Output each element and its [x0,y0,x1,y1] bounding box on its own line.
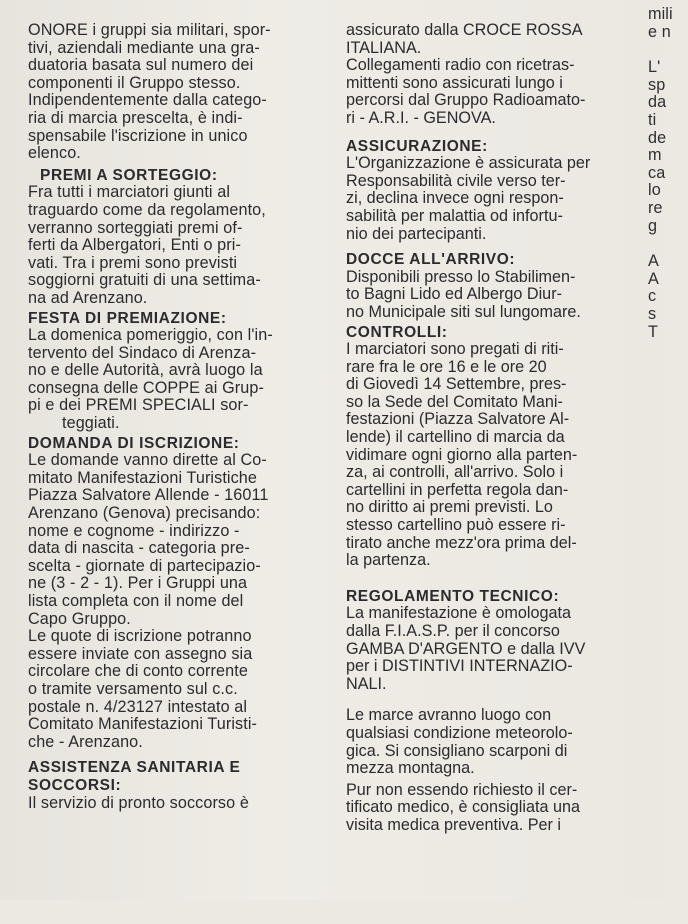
text-line: che - Arenzano. [28,732,143,751]
text-line: L'Organizzazione è assicurata per [346,154,591,173]
text-line: mezza montagna. [346,759,475,778]
marce-paragraph [346,707,638,777]
text-line: o tramite versamento sul c.c. [28,679,238,698]
text-line: NALI. [346,674,387,693]
text-line: vidimare ogni giorno alla parten- [346,445,578,464]
text-line: zi, declina invece ogni respon- [346,189,564,208]
text-line: za, ai controlli, all'arrivo. Solo i [346,463,564,482]
text-line: postale n. 4/23127 intestato al [28,697,248,716]
assicurazione-paragraph [346,155,638,243]
text-fragment: s [648,304,657,323]
text-line: Indipendentemente dalla catego- [28,91,267,110]
column-left [28,22,330,812]
heading-assistenza-cont: SOCCORSI: [28,776,122,794]
text-line: circolare che di conto corrente [28,662,248,681]
text-line: Comitato Manifestazioni Turisti- [28,715,258,734]
text-line: essere inviate con assegno sia [28,644,253,663]
text-fragment: e n [648,22,671,41]
text-line: soggiorni gratuiti di una settima- [28,271,261,290]
text-line: duatoria basata sul numero dei [28,56,254,75]
radio-paragraph [346,22,638,128]
text-line: tificato medico, è consigliata una [346,798,580,817]
premi-paragraph [28,184,330,307]
text-line: assicurato dalla CROCE ROSSA [346,21,583,39]
text-line: to Bagni Lido ed Albergo Diur- [346,285,562,304]
text-line: consegna delle COPPE ai Grup- [28,378,264,397]
text-line: Le quote di iscrizione potranno [28,627,252,646]
controlli-paragraph [346,341,638,570]
text-fragment: A [648,252,659,271]
text-line: Arenzano (Genova) precisando: [28,504,261,523]
text-line: pi e dei PREMI SPECIALI sor- [28,396,249,415]
text-line: La domenica pomeriggio, con l'in- [28,326,273,345]
heading-docce: DOCCE ALL'ARRIVO: [346,251,516,269]
text-line: ne (3 - 2 - 1). Per i Gruppi una [28,574,248,593]
text-fragment: c [648,287,657,306]
text-line: ITALIANA. [346,38,422,57]
text-line: no Municipale siti sul lungomare. [346,302,581,321]
regolamento-paragraph [346,605,638,693]
text-fragment: ca [648,163,666,182]
text-line: tivi, aziendali mediante una gra- [28,38,260,57]
text-line: Piazza Salvatore Allende - 16011 [28,486,269,505]
text-fragment: m [648,146,662,165]
column-right [346,22,638,835]
text-line: na ad Arenzano. [28,288,148,307]
text-line: verranno sorteggiati premi of- [28,218,243,237]
text-fragment: da [648,93,667,112]
text-line: tirato anche mezz'ora prima del- [346,533,577,552]
heading-festa: FESTA DI PREMIAZIONE: [28,309,227,327]
text-line: nome e cognome - indirizzo - [28,521,240,540]
text-line: ferti da Albergatori, Enti o pri- [28,236,241,255]
text-line: teggiati. [62,414,120,433]
text-fragment: ti [648,110,657,129]
text-line: no e delle Autorità, avrà luogo la [28,361,263,380]
text-line: traguardo come da regolamento, [28,200,266,219]
text-fragment: L' [648,58,661,77]
festa-paragraph [28,327,330,433]
domanda-paragraph [28,452,330,628]
text-fragment: sp [648,75,666,94]
text-line: data di nascita - categoria pre- [28,539,250,558]
text-line: nio dei partecipanti. [346,224,487,243]
text-line: rare fra le ore 16 e le ore 20 [346,357,547,376]
text-line: Il servizio di pronto soccorso è [28,793,249,812]
text-fragment: A [648,269,659,288]
text-line: Responsabilità civile verso ter- [346,171,566,190]
text-line: mitato Manifestazioni Turistiche [28,468,258,487]
text-fragment: mili [648,5,673,23]
text-line: cartellini in perfetta regola dan- [346,480,569,499]
intro-paragraph [28,22,330,163]
text-line: visita medica preventiva. Per i [346,815,562,834]
assistenza-paragraph [28,795,330,813]
paragraph-gap [346,693,638,707]
text-line: Le domande vanno dirette al Co- [28,451,267,470]
text-fragment: re [648,198,663,217]
text-line: elenco. [28,144,81,163]
text-line: di Giovedì 14 Settembre, pres- [346,375,567,394]
text-line: Capo Gruppo. [28,609,131,628]
text-line: scelta - giornate di partecipazio- [28,556,261,575]
text-line: ria di marcia prescelta, è indi- [28,108,243,127]
text-line: per i DISTINTIVI INTERNAZIO- [346,657,573,676]
text-line: vati. Tra i premi sono previsti [28,253,238,272]
text-line: mittenti sono assicurati lungo i [346,73,563,92]
text-line: qualsiasi condizione meteorolo- [346,723,573,742]
text-line: so la Sede del Comitato Mani- [346,392,563,411]
text-fragment: T [648,322,658,341]
column-cutoff [648,5,688,924]
text-line: spensabile l'iscrizione in unico [28,126,248,145]
text-line: stesso cartellino può essere ri- [346,516,566,535]
text-line: Fra tutti i marciatori giunti al [28,183,231,202]
text-line: I marciatori sono pregati di riti- [346,340,564,359]
text-line: Collegamenti radio con ricetras- [346,56,575,75]
heading-premi: PREMI A SORTEGGIO: [40,166,218,184]
text-line: sabilità per malattia od infortu- [346,206,563,225]
text-line: tervento del Sindaco di Arenza- [28,343,257,362]
text-line: no diritto ai premi previsti. Lo [346,498,553,517]
text-line: ONORE i gruppi sia militari, spor- [28,21,271,39]
text-line: gica. Si consigliano scarponi di [346,741,568,760]
heading-assicurazione: ASSICURAZIONE: [346,137,488,155]
text-fragment: lo [648,181,661,200]
text-line: La manifestazione è omologata [346,604,571,623]
certificato-paragraph [346,782,638,835]
heading-assistenza: ASSISTENZA SANITARIA E [28,759,241,777]
text-line: Disponibili presso lo Stabilimen- [346,267,576,286]
text-fragment: g [648,216,658,235]
quote-paragraph [28,628,330,751]
heading-regolamento: REGOLAMENTO TECNICO: [346,587,560,605]
text-line: la partenza. [346,551,431,570]
heading-controlli: CONTROLLI: [346,323,448,341]
text-fragment: de [648,128,667,147]
text-line: ri - A.R.I. - GENOVA. [346,108,496,127]
text-line: Le marce avranno luogo con [346,706,552,725]
text-line: Pur non essendo richiesto il cer- [346,780,578,799]
text-line: componenti il Gruppo stesso. [28,73,241,92]
heading-domanda: DOMANDA DI ISCRIZIONE: [28,434,240,452]
text-line: lista completa con il nome del [28,592,244,610]
docce-paragraph [346,269,638,322]
text-line: GAMBA D'ARGENTO e dalla IVV [346,639,586,658]
text-line: lende) il cartellino di marcia da [346,428,565,447]
text-line: percorsi dal Gruppo Radioamato- [346,91,586,110]
text-line: festazioni (Piazza Salvatore Al- [346,410,570,429]
text-line: dalla F.I.A.S.P. per il concorso [346,622,560,640]
